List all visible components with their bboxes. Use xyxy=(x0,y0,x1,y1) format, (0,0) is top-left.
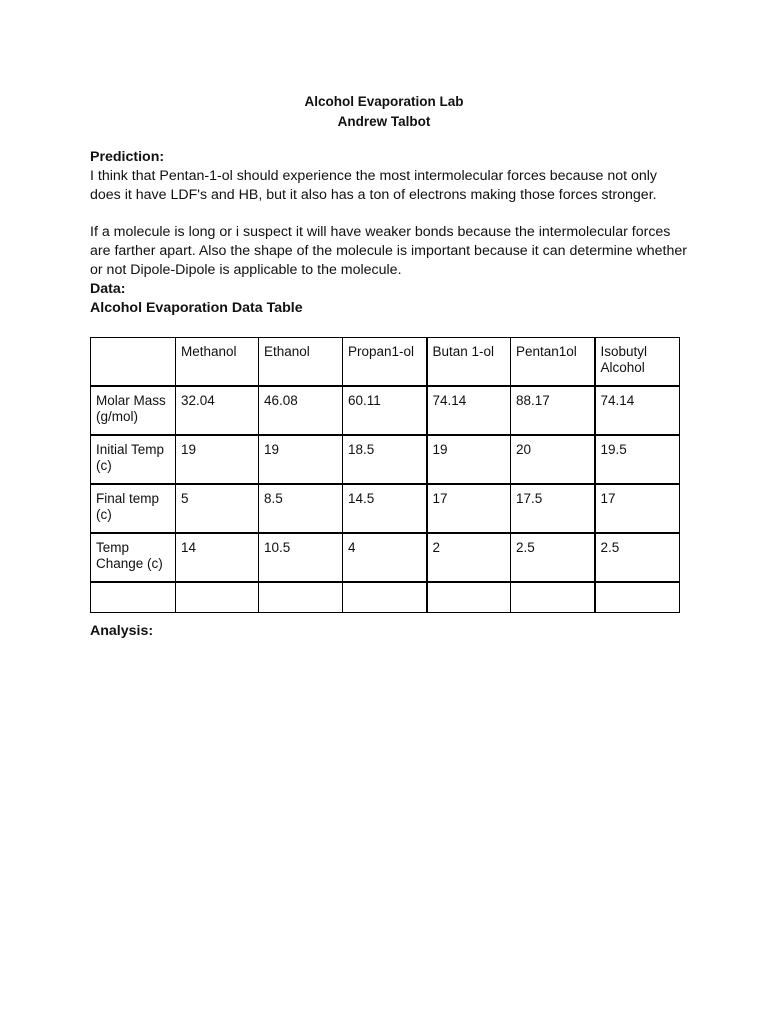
prediction-heading: Prediction: xyxy=(90,149,165,165)
table-row-label: Final temp (c) xyxy=(91,484,176,533)
table-row-label: Molar Mass (g/mol) xyxy=(91,386,176,435)
hypothesis-paragraph: If a molecule is long or i suspect it will have weaker bonds because the intermolecular forces are farther apart. Also the shape of the molecule is important because it can determine whether or not Dipole-Dipole is applicable to the molecule. xyxy=(90,224,687,278)
table-cell: 88.17 xyxy=(511,386,595,435)
table-cell: 20 xyxy=(511,435,595,484)
table-header-cell: Isobutyl Alcohol xyxy=(595,338,680,387)
table-header-cell: Ethanol xyxy=(259,338,343,387)
table-row-empty xyxy=(91,582,680,613)
table-title: Alcohol Evaporation Data Table xyxy=(90,300,303,316)
table-cell: 18.5 xyxy=(343,435,427,484)
table-cell: 46.08 xyxy=(259,386,343,435)
table-cell: 5 xyxy=(176,484,259,533)
table-row-label: Initial Temp (c) xyxy=(91,435,176,484)
table-cell xyxy=(91,582,176,613)
table-header-row xyxy=(91,338,680,387)
table-cell: 19.5 xyxy=(595,435,680,484)
table-cell: 2.5 xyxy=(595,533,680,582)
table-cell: 14.5 xyxy=(343,484,427,533)
table-cell: 2.5 xyxy=(511,533,595,582)
table-cell: 10.5 xyxy=(259,533,343,582)
prediction-paragraph: I think that Pentan-1-ol should experience the most intermolecular forces because not only does it have LDF's and HB, but it also has a ton of electrons making those forces stronger. xyxy=(90,168,658,203)
table-cell: 17.5 xyxy=(511,484,595,533)
table-cell xyxy=(176,582,259,613)
table-cell: 8.5 xyxy=(259,484,343,533)
analysis-heading: Analysis: xyxy=(90,623,154,639)
table-cell: 74.14 xyxy=(427,386,511,435)
table-header-cell: Pentan1ol xyxy=(511,338,595,387)
table-cell: 2 xyxy=(427,533,511,582)
table-header-cell: Butan 1-ol xyxy=(427,338,511,387)
table-header-cell: Methanol xyxy=(176,338,259,387)
table-cell: 19 xyxy=(427,435,511,484)
table-cell: 4 xyxy=(343,533,427,582)
table-cell: 74.14 xyxy=(595,386,680,435)
table-row xyxy=(91,533,680,582)
table-cell: 17 xyxy=(595,484,680,533)
table-row-label: Temp Change (c) xyxy=(91,533,176,582)
table-row xyxy=(91,386,680,435)
table-cell xyxy=(595,582,680,613)
data-table xyxy=(90,337,680,613)
document-author: Andrew Talbot xyxy=(337,114,431,129)
table-cell xyxy=(511,582,595,613)
table-header-cell xyxy=(91,338,176,387)
table-row xyxy=(91,435,680,484)
table-cell: 60.11 xyxy=(343,386,427,435)
table-row xyxy=(91,484,680,533)
table-header-cell: Propan1-ol xyxy=(343,338,427,387)
table-cell: 14 xyxy=(176,533,259,582)
table-cell xyxy=(259,582,343,613)
document-title: Alcohol Evaporation Lab xyxy=(304,94,464,109)
table-cell: 32.04 xyxy=(176,386,259,435)
table-cell xyxy=(427,582,511,613)
table-cell xyxy=(343,582,427,613)
table-cell: 17 xyxy=(427,484,511,533)
table-cell: 19 xyxy=(259,435,343,484)
data-heading: Data: xyxy=(90,281,126,297)
table-cell: 19 xyxy=(176,435,259,484)
